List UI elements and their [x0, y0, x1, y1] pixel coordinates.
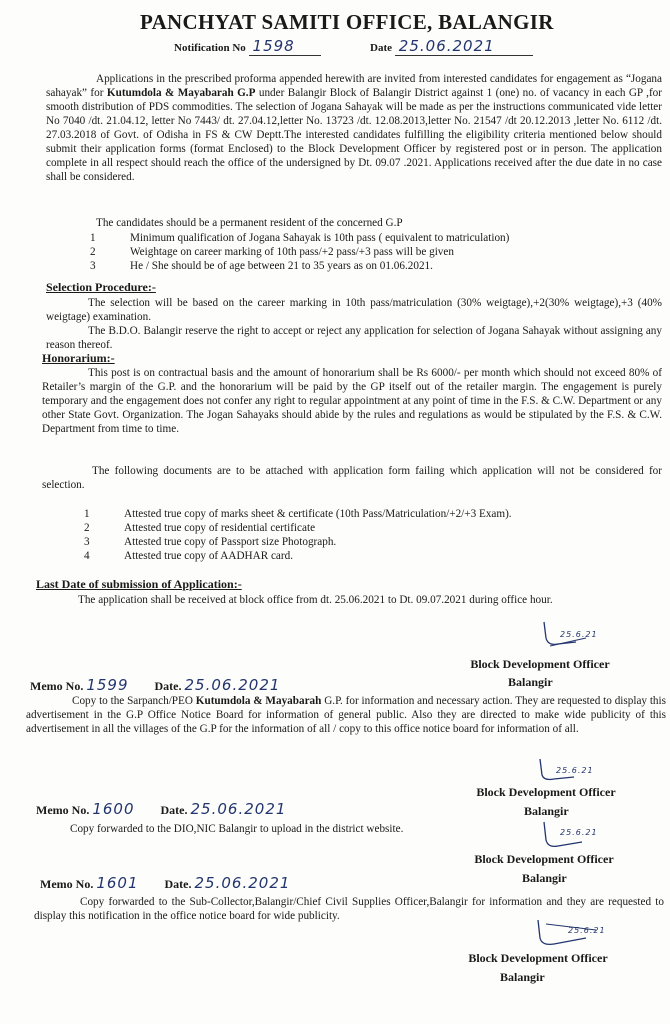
notification-number: 1598 — [249, 37, 321, 56]
bdo-title: Block Development Officer — [470, 657, 610, 671]
signature-initial-date: 25.6.21 — [560, 630, 598, 639]
memo-2-number: 1600 — [92, 800, 135, 818]
intro-text-a: Applications in the prescribed proforma appended herewith are invited from interested candidates for engagement as “Jogana sahayak” for — [46, 73, 662, 99]
list-item: 3 He / She should be of age between 21 to 35 years as on 01.06.2021. — [90, 260, 433, 272]
memo-3-date: 25.06.2021 — [194, 874, 291, 892]
memo-2-text: Copy forwarded to the DIO,NIC Balangir to upload in the district website. — [70, 823, 404, 835]
bdo-title: Block Development Officer — [474, 852, 614, 866]
last-date-heading: Last Date of submission of Application:- — [36, 577, 242, 591]
intro-text-b: under Balangir Block of Balangir District against 1 (one) no. of vacancy in each GP ,for smooth distribution of PDS commodities. The selection of Jogana Sahayak will be made as per the instructions communicated vide letter No 7040 /dt. 21.04.12, letter No 7443/ dt. 27.04.12,letter No. 13723 /dt. 12.08.2013,letter No. 21547 /dt 20.12.2013 ,letter No. 6112 /dt. 27.03.2018 of Govt. of Odisha in FS & CW Deptt.The interested candidates fulfilling the eligibility criteria mentioned below should submit their application forms (format Enclosed) to the Block Development Officer by registered post or in person. The application complete in all respect should reach the office of the undersigned by Dt. 09.07 .2021. Applications received after the due date in no case shall be considered. — [46, 87, 663, 183]
intro-paragraph — [46, 72, 662, 184]
bdo-place: Balangir — [508, 675, 553, 689]
bdo-place: Balangir — [524, 804, 569, 818]
bdo-title: Block Development Officer — [468, 951, 608, 965]
selection-heading: Selection Procedure:- — [46, 280, 156, 294]
memo-2-initial-date: 25.6.21 — [560, 828, 598, 837]
memo-3-initial-date: 25.6.21 — [568, 926, 606, 935]
page-title: PANCHYAT SAMITI OFFICE, BALANGIR — [140, 10, 554, 34]
list-item: 1 Minimum qualification of Jogana Sahayak is 10th pass ( equivalent to matriculation) — [90, 232, 510, 244]
intro-gp-names: Kutumdola & Mayabarah G.P — [106, 87, 256, 99]
memo-1-date: 25.06.2021 — [184, 676, 281, 694]
memo-1-text: Copy to the Sarpanch/PEO Kutumdola & Mayabarah G.P. for information and necessary action. They are requested to display this advertisement in the G.P Office Notice Board for information of general public. Also they are directed to make wide publicity of this advertisement in all the villages of the G.P for the information of all / copy to this office notice board for information of all. — [26, 695, 666, 735]
last-date-paragraph: The application shall be received at block office from dt. 25.06.2021 to Dt. 09.07.2021 during office hour. — [78, 594, 553, 606]
memo-2-date: 25.06.2021 — [190, 800, 287, 818]
list-item: 2 Attested true copy of residential certificate — [84, 522, 316, 534]
bdo-place: Balangir — [522, 871, 567, 885]
memo-3-text: Copy forwarded to the Sub-Collector,Balangir/Chief Civil Supplies Officer,Balangir for information and they are requested to display this notification in the office notice board for wide publicity. — [34, 896, 664, 922]
documents-list — [84, 507, 664, 563]
memo-1-initial-date: 25.6.21 — [556, 766, 594, 775]
selection-paragraph-2: The B.D.O. Balangir reserve the right to accept or reject any application for selection of Jogana Sahayak without assigning any reason thereof. — [46, 325, 662, 351]
list-item: 1 Attested true copy of marks sheet & certificate (10th Pass/Matriculation/+2/+3 Exam). — [84, 508, 512, 520]
residency-line: The candidates should be a permanent resident of the concerned G.P — [96, 217, 403, 229]
selection-paragraph-1: The selection will be based on the career marking in 10th pass/matriculation (30% weigtage),+2(30% weigtage),+3 (40% weigtage) examination. — [46, 297, 662, 323]
memo-3-header: Memo No. 1601 Date. 25.06.2021 — [40, 874, 291, 892]
bdo-title: Block Development Officer — [476, 785, 616, 799]
documents-intro: The following documents are to be attached with application form failing which application will not be considered for selection. — [42, 465, 662, 491]
notification-date: 25.06.2021 — [395, 37, 533, 56]
criteria-list — [90, 231, 660, 273]
list-item: 4 Attested true copy of AADHAR card. — [84, 550, 294, 562]
signature-mark — [526, 916, 606, 956]
date-label: Date — [370, 42, 393, 54]
honorarium-heading: Honorarium:- — [42, 351, 115, 365]
notification-label: Notification No — [174, 42, 246, 54]
notification-row — [174, 37, 594, 56]
memo-2-header: Memo No. 1600 Date. 25.06.2021 — [36, 800, 287, 818]
list-item: 2 Weightage on career marking of 10th pass/+2 pass/+3 pass will be given — [90, 246, 454, 258]
bdo-place: Balangir — [500, 970, 545, 984]
list-item: 3 Attested true copy of Passport size Photograph. — [84, 536, 337, 548]
honorarium-paragraph: This post is on contractual basis and the amount of honorarium shall be Rs 6000/- per month which should not exceed 80% of Retailer’s margin of the G.P. and the honorarium will be paid by the GP itself out of the retailer margin. The engagement is purely temporary and the engagement does not confer any right to regular appointment at any point of time in the F.S. & C.W. Department or any other State Govt. Organization. The Jogan Sahayaks should abide by the rules and regulations as would be stipulated by the F.S. & C.W. Department from time to time. — [42, 367, 662, 435]
memo-3-number: 1601 — [96, 874, 139, 892]
memo-1-number: 1599 — [86, 676, 129, 694]
memo-1-header: Memo No. 1599 Date. 25.06.2021 — [30, 676, 281, 694]
